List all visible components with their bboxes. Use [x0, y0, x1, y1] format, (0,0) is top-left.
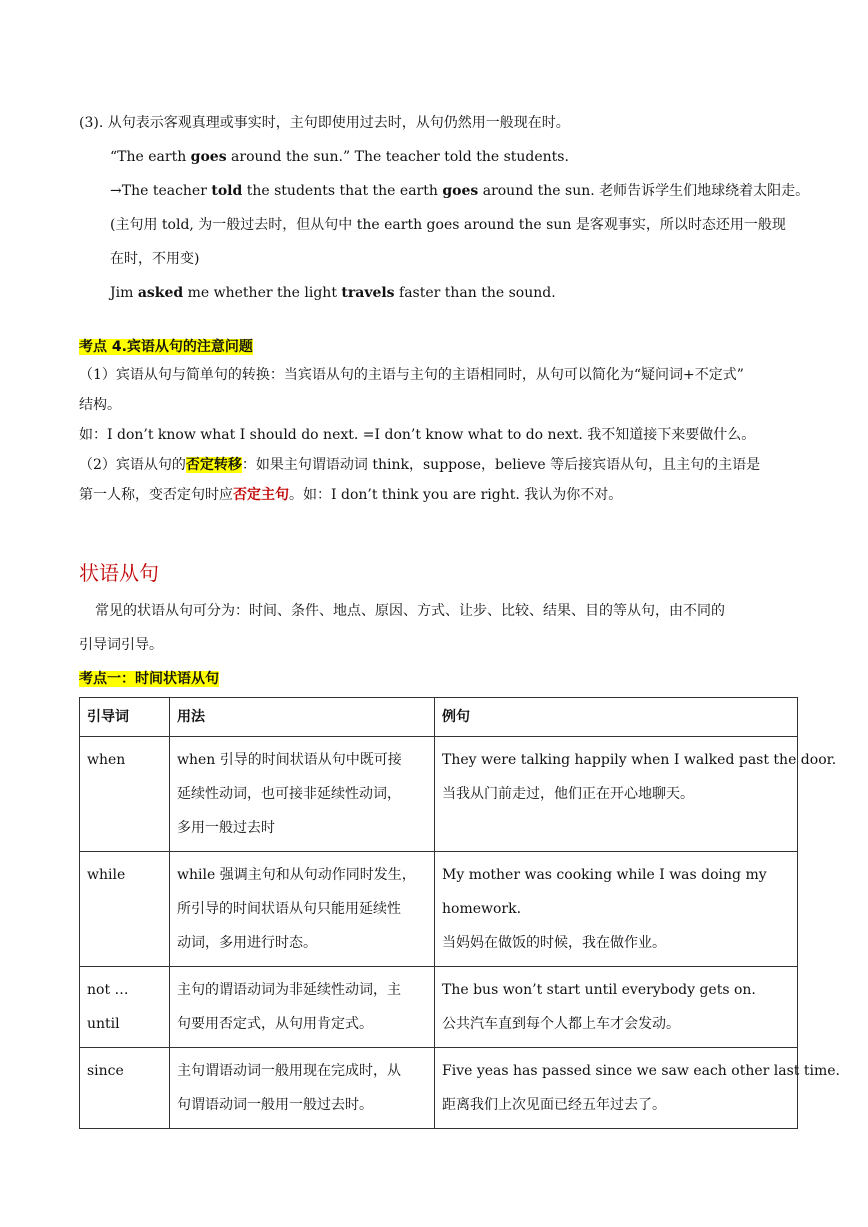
time-clause-table: [79, 697, 840, 1129]
table-row: [80, 737, 798, 852]
example-text: the students that the earth: [242, 183, 443, 199]
example-bold-verb: travels: [341, 285, 395, 301]
kaodian-1-heading-text: 考点一：时间状语从句: [79, 671, 219, 687]
usage-line: 主句谓语动词一般用现在完成时，从: [177, 1063, 401, 1079]
point-text: 第一人称，变否定句时应: [79, 487, 233, 503]
example-text: 如：I don’t know what I should do next. =I don’t know what to do next. 我不知道接下来要做什么。: [79, 427, 756, 443]
column-header: 引导词: [80, 698, 170, 737]
usage-cell: [170, 967, 435, 1048]
column-header: 例句: [435, 698, 798, 737]
explanation-note-line-2: [110, 249, 199, 269]
example-sentence-2: [110, 181, 809, 201]
table-row: [80, 852, 798, 967]
example-line: The bus won’t start until everybody gets on.: [442, 982, 756, 998]
table-row: [80, 967, 798, 1048]
example-text: →The teacher: [110, 183, 212, 199]
explanation-note-line-1: [110, 215, 786, 235]
intro-text: 引导词引导。: [79, 637, 163, 653]
note-text: (主句用 told, 为一般过去时，但从句中 the earth goes around the sun 是客观事实，所以时态还用一般现: [110, 217, 786, 233]
usage-cell: [170, 737, 435, 852]
usage-line: 句要用否定式，从句用肯定式。: [177, 1016, 373, 1032]
kaodian-4-point-2: [79, 455, 760, 475]
conjunction-cell: while: [80, 852, 170, 967]
example-cell: [435, 1048, 840, 1129]
conjunction-cell: not … until: [80, 967, 170, 1048]
example-text: “The earth: [110, 149, 191, 165]
example-sentence-3: [110, 283, 556, 303]
example-bold-verb: goes: [442, 183, 479, 199]
example-line: They were talking happily when I walked past the door.: [442, 752, 837, 768]
usage-line: 延续性动词，也可接非延续性动词，: [177, 786, 401, 802]
kaodian-4-heading-text: 考点 4.宾语从句的注意问题: [79, 339, 253, 355]
example-line: Five yeas has passed since we saw each other last time.: [442, 1063, 840, 1079]
example-line: My mother was cooking while I was doing my: [442, 867, 767, 883]
usage-line: while 强调主句和从句动作同时发生，: [177, 867, 416, 883]
example-line: 公共汽车直到每个人都上车才会发动。: [442, 1016, 680, 1032]
red-emphasis-term: 否定主句: [233, 487, 289, 503]
intro-text: 常见的状语从句可分为：时间、条件、地点、原因、方式、让步、比较、结果、目的等从句，由不同的: [95, 603, 725, 619]
usage-line: when 引导的时间状语从句中既可接: [177, 752, 402, 768]
example-bold-verb: goes: [190, 149, 227, 165]
kaodian-4-point-1: [79, 365, 744, 385]
kaodian-4-point-1-cont: [79, 395, 121, 415]
example-text: around the sun.” The teacher told the students.: [226, 149, 569, 165]
kaodian-4-point-2-cont: [79, 485, 622, 505]
example-sentence-1: [110, 147, 569, 167]
highlight-term: 否定转移: [185, 457, 242, 473]
conjunction-cell: since: [80, 1048, 170, 1129]
table-row: [80, 1048, 798, 1129]
usage-line: 动词，多用进行时态。: [177, 935, 317, 951]
usage-cell: [170, 1048, 435, 1129]
usage-cell: [170, 852, 435, 967]
conjunction-cell: when: [80, 737, 170, 852]
table-header-row: [80, 698, 798, 737]
example-text: Jim: [110, 285, 138, 301]
rule-3-text: (3). 从句表示客观真理或事实时，主句即使用过去时，从句仍然用一般现在时。: [79, 115, 570, 131]
example-cell: [435, 737, 837, 852]
column-header: 用法: [170, 698, 435, 737]
point-text: （2）宾语从句的: [79, 457, 186, 473]
example-bold-verb: told: [211, 183, 243, 199]
section-intro-cont: [79, 635, 163, 655]
usage-line: 所引导的时间状语从句只能用延续性: [177, 901, 401, 917]
example-text: faster than the sound.: [394, 285, 556, 301]
usage-line: 句谓语动词一般用一般过去时。: [177, 1097, 373, 1113]
example-line: 当妈妈在做饭的时候，我在做作业。: [442, 935, 666, 951]
example-text: around the sun. 老师告诉学生们地球绕着太阳走。: [478, 183, 810, 199]
example-line: 当我从门前走过，他们正在开心地聊天。: [442, 786, 694, 802]
usage-line: 主句的谓语动词为非延续性动词，主: [177, 982, 401, 998]
example-cell: [435, 967, 798, 1048]
note-text: 在时，不用变): [110, 251, 200, 267]
kaodian-1-heading: [79, 669, 219, 689]
example-bold-verb: asked: [137, 285, 184, 301]
section-intro: [95, 601, 725, 621]
section-title: 状语从句: [79, 561, 159, 585]
kaodian-4-example: [79, 425, 755, 445]
example-line: 距离我们上次见面已经五年过去了。: [442, 1097, 666, 1113]
usage-line: 多用一般过去时: [177, 820, 275, 836]
point-text: 结构。: [79, 397, 121, 413]
point-text: （1）宾语从句与简单句的转换：当宾语从句的主语与主句的主语相同时，从句可以简化为“疑问词+不定式”: [79, 367, 744, 383]
kaodian-4-heading: [79, 337, 253, 357]
example-line: homework.: [442, 901, 522, 917]
example-cell: [435, 852, 798, 967]
point-text: ：如果主句谓语动词 think，suppose，believe 等后接宾语从句，且主句的主语是: [241, 457, 761, 473]
rule-3-statement: [79, 113, 570, 133]
example-text: me whether the light: [183, 285, 342, 301]
point-text: 。如：I don’t think you are right. 我认为你不对。: [289, 487, 623, 503]
